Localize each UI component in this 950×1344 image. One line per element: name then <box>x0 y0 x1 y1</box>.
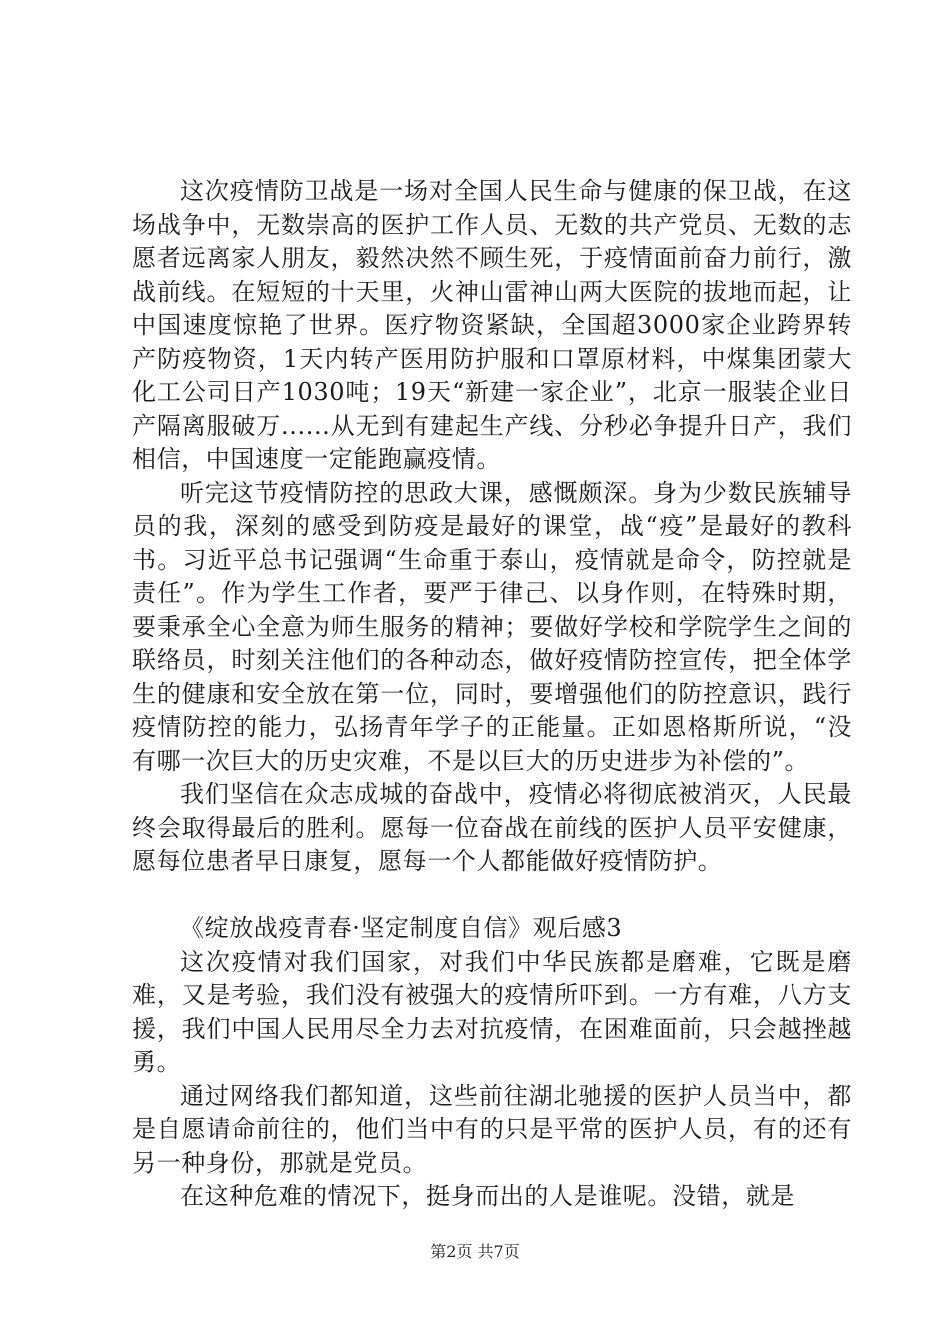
section-heading: 《绽放战疫青春·坚定制度自信》观后感3 <box>180 914 623 942</box>
page-number-footer: 第2页 共7页 <box>430 1242 520 1261</box>
paragraph: 这次疫情对我们国家，对我们中华民族都是磨难，它既是磨难，又是考验，我们没有被强大的疫情所吓到。一方有难，八方支援，我们中国人民用尽全力去对抗疫情，在困难面前，只会越挫越勇。 <box>132 947 852 1076</box>
paragraph: 我们坚信在众志成城的奋战中，疫情必将彻底被消灭，人民最终会取得最后的胜利。愿每一位奋战在前线的医护人员平安健康，愿每位患者早日康复，愿每一个人都能做好疫情防护。 <box>132 780 852 875</box>
paragraph: 通过网络我们都知道，这些前往湖北驰援的医护人员当中，都是自愿请命前往的，他们当中有的只是平常的医护人员，有的还有另一种身份，那就是党员。 <box>132 1081 852 1177</box>
blank-line <box>132 879 852 913</box>
paragraph: 这次疫情防卫战是一场对全国人民生命与健康的保卫战，在这场战争中，无数崇高的医护工作人员、无数的共产党员、无数的志愿者远离家人朋友，毅然决然不顾生死，于疫情面前奋力前行，激战前线。在短短的十天里，火神山雷神山两大医院的拔地而起，让中国速度惊艳了世界。医疗物资紧缺，全国超3000家企业跨界转产防疫物资，1天内转产医用防护服和口罩原材料，中煤集团蒙大化工公司日产1030吨；19天“新建一家企业”，北京一服装企业日产隔离服破万......从无到有建起生产线、分秒必争提升日产，我们相信，中国速度一定能跑赢疫情。 <box>132 177 852 473</box>
document-body <box>132 175 852 1214</box>
paragraph: 听完这节疫情防控的思政大课，感慨颇深。身为少数民族辅导员的我，深刻的感受到防疫是最好的课堂，战“疫”是最好的教科书。习近平总书记强调“生命重于泰山，疫情就是命令，防控就是责任”。作为学生工作者，要严于律己、以身作则，在特殊时期，要秉承全心全意为师生服务的精神；要做好学校和学院学生之间的联络员，时刻关注他们的各种动态，做好疫情防控宣传，把全体学生的健康和安全放在第一位，同时，要增强他们的防控意识，践行疫情防控的能力，弘扬青年学子的正能量。正如恩格斯所说，“没有哪一次巨大的历史灾难，不是以巨大的历史进步为补偿的”。 <box>132 478 852 775</box>
paragraph: 在这种危难的情况下，挺身而出的人是谁呢。没错，就是 <box>180 1182 795 1210</box>
